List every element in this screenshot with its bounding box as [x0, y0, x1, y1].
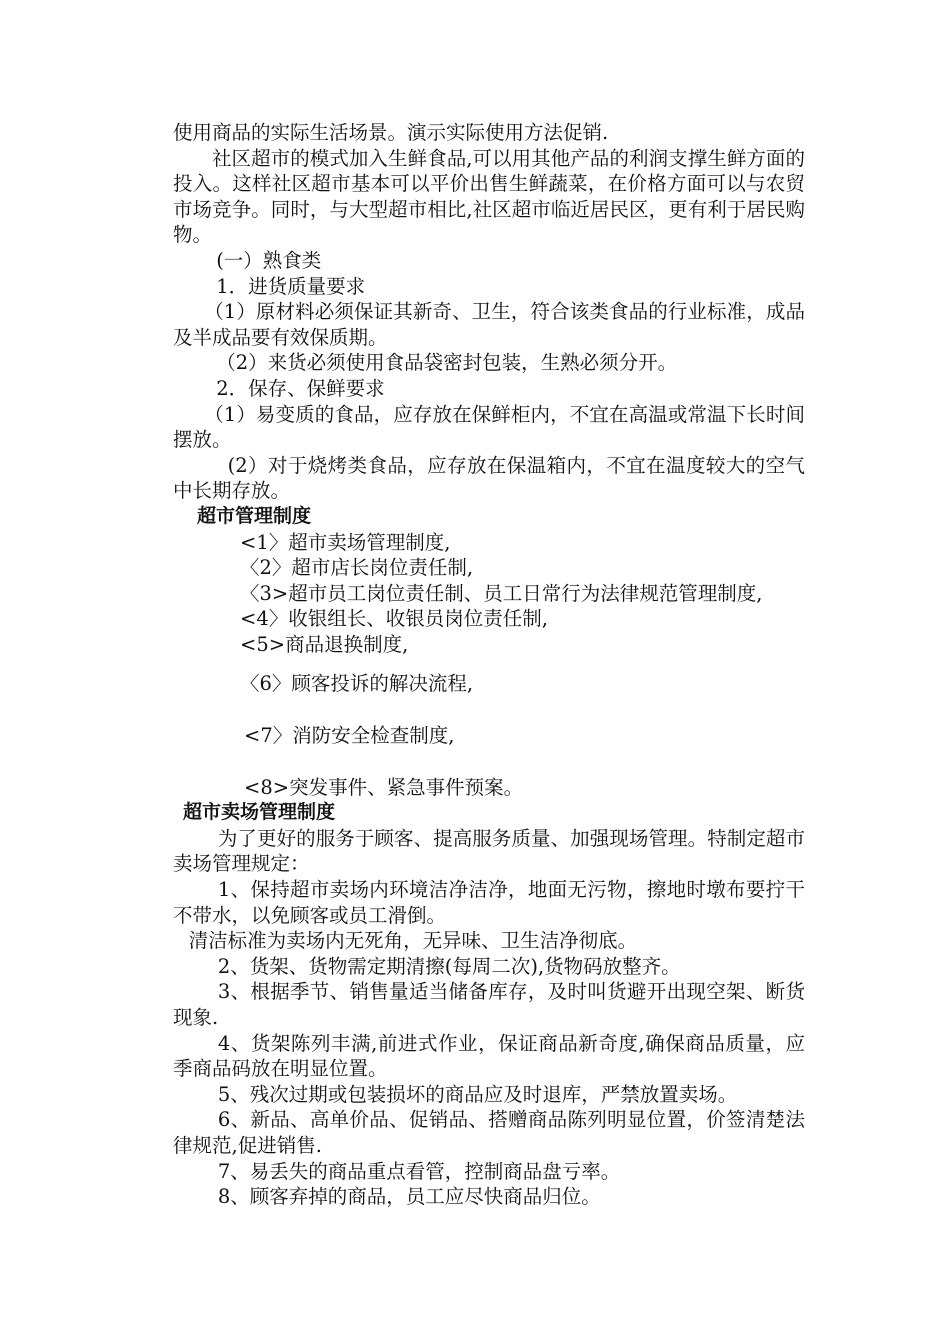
- system-item-5: <5>商品退换制度,: [240, 632, 409, 656]
- system-item-6: 〈6〉顾客投诉的解决流程,: [240, 672, 474, 696]
- floor-rule-1: 1、保持超市卖场内环境洁净洁净，地面无污物，擦地时墩布要拧干不带水，以免顾客或员工滑倒。: [173, 878, 805, 927]
- system-item-4: <4〉收银组长、收银员岗位责任制,: [240, 607, 548, 631]
- section-title-management-system: 超市管理制度: [197, 504, 312, 527]
- floor-rule-8: 8、顾客弃掉的商品，员工应尽快商品归位。: [217, 1185, 601, 1209]
- heading-storage-requirements: 2．保存、保鲜要求: [216, 376, 385, 400]
- floor-rule-5: 5、残次过期或包装损坏的商品应及时退库，严禁放置卖场。: [217, 1082, 738, 1106]
- floor-rule-2: 2、货架、货物需定期清擦(每周二次),货物码放整齐。: [217, 954, 681, 978]
- item-purchase-quality-2: （2）来货必须使用食品袋密封包装，生熟必须分开。: [216, 351, 678, 375]
- system-item-2: 〈2〉超市店长岗位责任制,: [240, 556, 474, 580]
- system-item-3: 〈3>超市员工岗位责任制、员工日常行为法律规范管理制度,: [240, 581, 763, 605]
- section-title-floor-management: 超市卖场管理制度: [183, 801, 336, 824]
- system-item-7: <7〉消防安全检查制度,: [244, 724, 455, 748]
- item-purchase-quality-1: （1）原材料必须保证其新奇、卫生，符合该类食品的行业标准，成品及半成品要有效保质期。: [173, 300, 805, 349]
- heading-cooked-food: (一）熟食类: [216, 248, 322, 272]
- paragraph-community-market: 社区超市的模式加入生鲜食品,可以用其他产品的利润支撑生鲜方面的投入。这样社区超市基本可以平价出售生鲜蔬菜，在价格方面可以与农贸市场竞争。同时，与大型超市相比,社区超市临近居民区，更有利于居民购物。: [173, 146, 805, 247]
- floor-rule-4: 4、货架陈列丰满,前进式作业，保证商品新奇度,确保商品质量，应季商品码放在明显位置。: [173, 1031, 805, 1081]
- floor-rule-1-note: 清洁标准为卖场内无死角，无异味、卫生洁净彻底。: [188, 929, 638, 953]
- system-item-1: <1〉超市卖场管理制度,: [240, 530, 451, 554]
- floor-rule-7: 7、易丢失的商品重点看管，控制商品盘亏率。: [217, 1159, 621, 1183]
- heading-purchase-quality: 1．进货质量要求: [216, 274, 366, 298]
- floor-intro: 为了更好的服务于顾客、提高服务质量、加强现场管理。特制定超市卖场管理规定：: [173, 826, 805, 876]
- system-item-8: <8>突发事件、紧急事件预案。: [244, 775, 524, 799]
- document-page: [173, 120, 805, 1210]
- paragraph-intro-line: 使用商品的实际生活场景。演示实际使用方法促销.: [173, 121, 609, 144]
- item-storage-2: (2）对于烧烤类食品，应存放在保温箱内，不宜在温度较大的空气中长期存放。: [173, 453, 805, 503]
- floor-rule-3: 3、根据季节、销售量适当储备库存，及时叫货避开出现空架、断货现象.: [173, 980, 805, 1029]
- item-storage-1: （1）易变质的食品，应存放在保鲜柜内，不宜在高温或常温下长时间摆放。: [173, 402, 805, 452]
- floor-rule-6: 6、新品、高单价品、促销品、搭赠商品陈列明显位置，价签清楚法律规范,促进销售.: [173, 1108, 805, 1157]
